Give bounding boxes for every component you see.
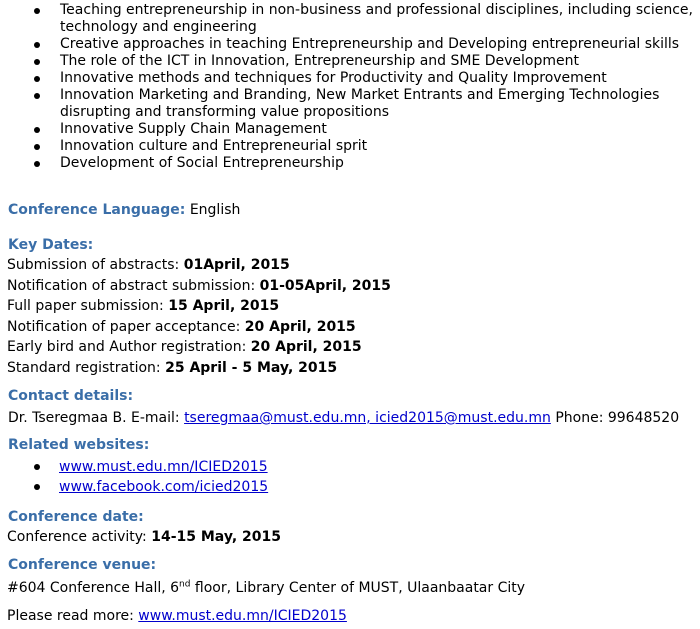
list-item: Innovation culture and Entrepreneurial sprit (0, 138, 700, 155)
language-value: English (189, 202, 241, 218)
list-item: Creative approaches in teaching Entrepreneurship and Developing entrepreneurial skills (0, 36, 700, 53)
topics-list (0, 2, 700, 172)
key-date-row: Early bird and Author registration: 20 April, 2015 (7, 339, 362, 355)
key-date-row: Full paper submission: 15 April, 2015 (7, 298, 280, 314)
websites-heading: Related websites: (8, 437, 150, 453)
contact-email-link[interactable]: tseregmaa@must.edu.mn, icied2015@must.edu.mn (184, 410, 551, 426)
list-item: The role of the ICT in Innovation, Entrepreneurship and SME Development (0, 53, 700, 70)
website-link-facebook[interactable]: www.facebook.com/icied2015 (59, 479, 269, 495)
conference-venue-heading: Conference venue: (8, 557, 157, 573)
conference-activity: Conference activity: 14-15 May, 2015 (7, 529, 282, 545)
list-item: Development of Social Entrepreneurship (0, 155, 700, 172)
list-item: Innovative Supply Chain Management (0, 121, 700, 138)
key-date-row: Standard registration: 25 April - 5 May, 2015 (7, 359, 338, 376)
list-item (0, 457, 400, 477)
bullet-icon (34, 161, 40, 167)
website-link-must[interactable]: www.must.edu.mn/ICIED2015 (59, 459, 268, 475)
venue-address: #604 Conference Hall, 6nd floor, Library Center of MUST, Ulaanbaatar City (7, 579, 526, 596)
list-item: Innovation Marketing and Branding, New Market Entrants and Emerging Technologies disrupting and transforming value propositions (0, 87, 700, 121)
key-dates-list (7, 255, 391, 378)
language-label: Conference Language: (8, 202, 186, 218)
list-item: Teaching entrepreneurship in non-business and professional disciplines, including science, technology and engineering (0, 2, 700, 36)
contact-line: Dr. Tseregmaa B. E-mail: tseregmaa@must.edu.mn, icied2015@must.edu.mn Phone: 99648520 (8, 410, 680, 426)
bullet-icon (34, 464, 40, 470)
read-more-link[interactable]: www.must.edu.mn/ICIED2015 (138, 608, 347, 624)
key-date-row: Submission of abstracts: 01April, 2015 (7, 257, 290, 273)
conference-date-heading: Conference date: (8, 509, 144, 525)
key-date-row: Notification of abstract submission: 01-05April, 2015 (7, 277, 391, 294)
bullet-icon (34, 8, 40, 14)
read-more: Please read more: www.must.edu.mn/ICIED2015 (7, 608, 347, 624)
bullet-icon (34, 484, 40, 490)
bullet-icon (34, 59, 40, 65)
websites-list (0, 457, 400, 497)
key-dates-heading: Key Dates: (8, 237, 94, 253)
contact-heading: Contact details: (8, 388, 134, 404)
bullet-icon (34, 93, 40, 99)
conference-language (8, 202, 240, 219)
bullet-icon (34, 144, 40, 150)
bullet-icon (34, 76, 40, 82)
bullet-icon (34, 127, 40, 133)
bullet-icon (34, 42, 40, 48)
key-date-row: Notification of paper acceptance: 20 April, 2015 (7, 318, 356, 335)
list-item (0, 477, 400, 497)
list-item: Innovative methods and techniques for Productivity and Quality Improvement (0, 70, 700, 87)
